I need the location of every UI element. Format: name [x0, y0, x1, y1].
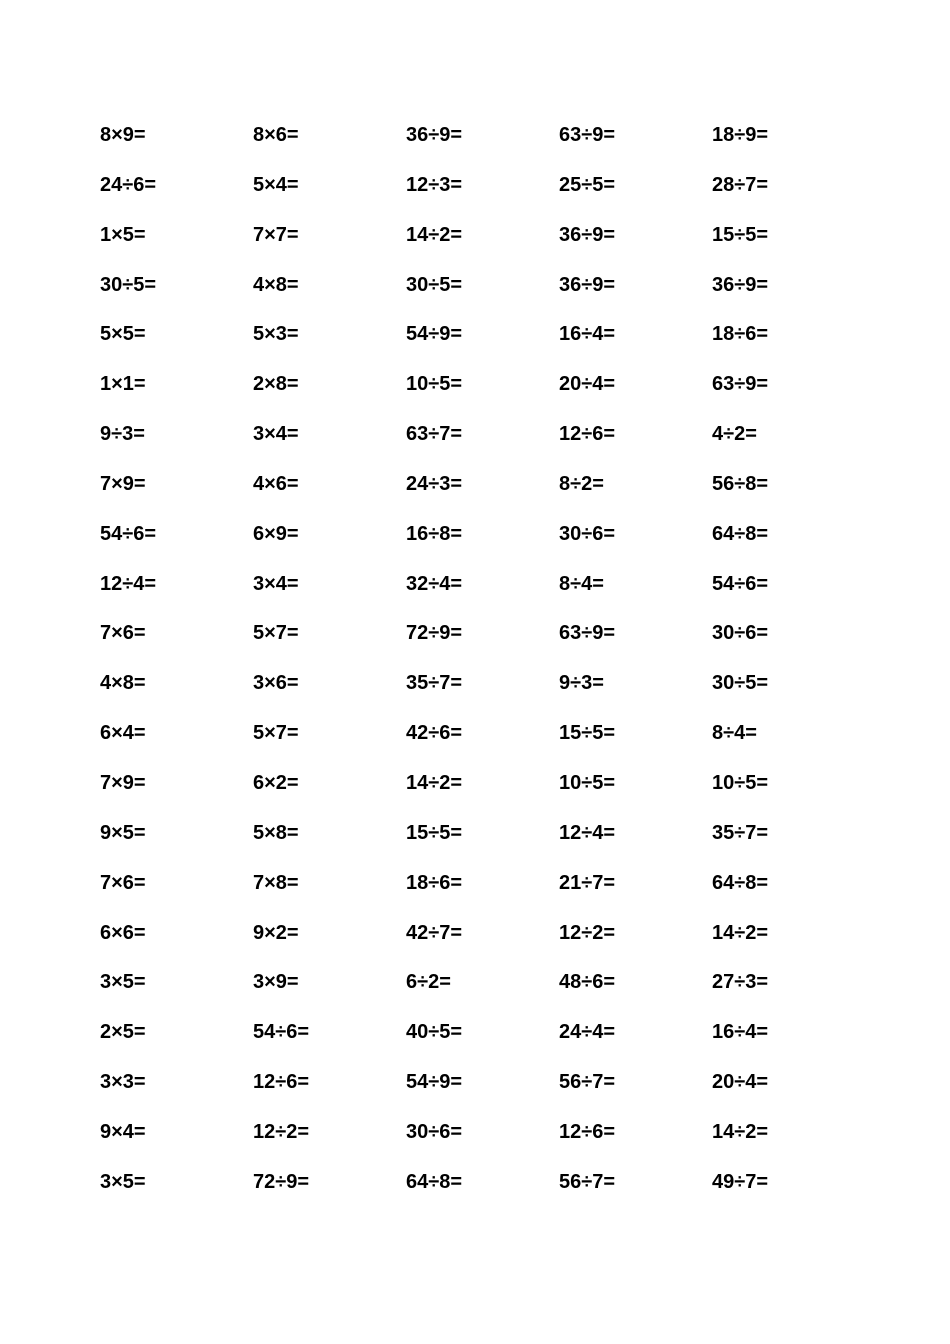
math-problem: 3×4= — [253, 572, 299, 595]
math-problem: 15÷5= — [712, 223, 769, 246]
problem-row — [100, 866, 880, 916]
problem-row — [100, 517, 880, 567]
problem-row — [100, 1115, 880, 1165]
math-problem: 18÷6= — [712, 323, 769, 346]
math-problem: 2×8= — [253, 373, 299, 396]
math-problem: 5×7= — [253, 722, 299, 745]
math-problem: 4÷2= — [712, 423, 757, 446]
math-problem: 9÷3= — [559, 672, 604, 695]
math-problem: 9÷3= — [100, 423, 145, 446]
math-problem: 12÷2= — [253, 1120, 310, 1143]
math-problem: 8×6= — [253, 124, 299, 146]
math-problem: 15÷5= — [406, 821, 463, 844]
math-problem: 10÷5= — [406, 373, 463, 396]
math-problem: 12÷4= — [559, 821, 616, 844]
math-problem: 18÷6= — [406, 871, 463, 894]
math-problem: 36÷9= — [559, 273, 616, 296]
math-problem: 36÷9= — [406, 124, 463, 146]
math-problem: 14÷2= — [712, 921, 769, 944]
math-problem: 35÷7= — [406, 672, 463, 695]
math-problem: 1×1= — [100, 373, 146, 396]
math-problem: 63÷9= — [559, 124, 616, 146]
math-problem: 2×5= — [100, 1021, 146, 1044]
problem-row — [100, 118, 880, 168]
math-problem: 20÷4= — [712, 1071, 769, 1094]
math-problem: 28÷7= — [712, 173, 769, 196]
math-problem: 7×9= — [100, 472, 146, 495]
problem-row — [100, 1015, 880, 1065]
math-problem: 14÷2= — [406, 223, 463, 246]
math-problem: 3×9= — [253, 971, 299, 994]
math-problem: 6÷2= — [406, 971, 451, 994]
math-problem: 15÷5= — [559, 722, 616, 745]
math-problem: 7×9= — [100, 771, 146, 794]
math-problem: 6×9= — [253, 522, 299, 545]
math-problem: 1×5= — [100, 223, 146, 246]
math-problem: 30÷6= — [406, 1120, 463, 1143]
math-problem: 3×3= — [100, 1071, 146, 1094]
math-problem: 5×8= — [253, 821, 299, 844]
worksheet — [100, 118, 880, 1215]
math-problem: 4×8= — [100, 672, 146, 695]
problem-row — [100, 218, 880, 268]
problem-row — [100, 417, 880, 467]
math-problem: 36÷9= — [712, 273, 769, 296]
math-problem: 3×5= — [100, 971, 146, 994]
math-problem: 5×7= — [253, 622, 299, 645]
math-problem: 4×8= — [253, 273, 299, 296]
math-problem: 5×4= — [253, 173, 299, 196]
math-problem: 30÷5= — [406, 273, 463, 296]
problem-row — [100, 716, 880, 766]
math-problem: 35÷7= — [712, 821, 769, 844]
math-problem: 8÷2= — [559, 472, 604, 495]
math-problem: 7×6= — [100, 622, 146, 645]
math-problem: 48÷6= — [559, 971, 616, 994]
math-problem: 24÷3= — [406, 472, 463, 495]
math-problem: 64÷8= — [712, 522, 769, 545]
math-problem: 12÷6= — [253, 1071, 310, 1094]
math-problem: 64÷8= — [712, 871, 769, 894]
math-problem: 3×5= — [100, 1170, 146, 1193]
problem-row — [100, 467, 880, 517]
math-problem: 3×4= — [253, 423, 299, 446]
math-problem: 8÷4= — [559, 572, 604, 595]
math-problem: 63÷9= — [559, 622, 616, 645]
math-problem: 30÷6= — [712, 622, 769, 645]
math-problem: 20÷4= — [559, 373, 616, 396]
problem-row — [100, 1065, 880, 1115]
problem-row — [100, 916, 880, 966]
math-problem: 36÷9= — [559, 223, 616, 246]
math-problem: 27÷3= — [712, 971, 769, 994]
math-problem: 10÷5= — [559, 771, 616, 794]
math-problem: 54÷9= — [406, 323, 463, 346]
math-problem: 54÷6= — [712, 572, 769, 595]
problem-row — [100, 766, 880, 816]
math-problem: 4×6= — [253, 472, 299, 495]
math-problem: 42÷7= — [406, 921, 463, 944]
math-problem: 8÷4= — [712, 722, 757, 745]
math-problem: 24÷4= — [559, 1021, 616, 1044]
math-problem: 63÷9= — [712, 373, 769, 396]
math-problem: 54÷9= — [406, 1071, 463, 1094]
math-problem: 40÷5= — [406, 1021, 463, 1044]
math-problem: 9×4= — [100, 1120, 146, 1143]
problem-row — [100, 567, 880, 617]
math-problem: 42÷6= — [406, 722, 463, 745]
math-problem: 9×2= — [253, 921, 299, 944]
problem-row — [100, 616, 880, 666]
math-problem: 14÷2= — [712, 1120, 769, 1143]
math-problem: 16÷4= — [559, 323, 616, 346]
math-problem: 49÷7= — [712, 1170, 769, 1193]
math-problem: 30÷6= — [559, 522, 616, 545]
math-problem: 8×9= — [100, 124, 146, 146]
math-problem: 12÷6= — [559, 1120, 616, 1143]
math-problem: 10÷5= — [712, 771, 769, 794]
problem-row — [100, 965, 880, 1015]
math-problem: 6×4= — [100, 722, 146, 745]
math-problem: 64÷8= — [406, 1170, 463, 1193]
problem-row — [100, 268, 880, 318]
math-problem: 21÷7= — [559, 871, 616, 894]
math-problem: 12÷4= — [100, 572, 157, 595]
math-problem: 30÷5= — [100, 273, 157, 296]
math-problem: 9×5= — [100, 821, 146, 844]
math-problem: 32÷4= — [406, 572, 463, 595]
math-problem: 5×5= — [100, 323, 146, 346]
math-problem: 25÷5= — [559, 173, 616, 196]
math-problem: 56÷8= — [712, 472, 769, 495]
problem-row — [100, 168, 880, 218]
math-problem: 56÷7= — [559, 1071, 616, 1094]
math-problem: 7×8= — [253, 871, 299, 894]
math-problem: 56÷7= — [559, 1170, 616, 1193]
math-problem: 16÷4= — [712, 1021, 769, 1044]
math-problem: 3×6= — [253, 672, 299, 695]
problem-row — [100, 666, 880, 716]
math-problem: 54÷6= — [100, 522, 157, 545]
math-problem: 7×6= — [100, 871, 146, 894]
problem-row — [100, 1165, 880, 1215]
math-problem: 14÷2= — [406, 771, 463, 794]
math-problem: 24÷6= — [100, 173, 157, 196]
math-problem: 54÷6= — [253, 1021, 310, 1044]
problem-row — [100, 816, 880, 866]
math-problem: 12÷6= — [559, 423, 616, 446]
math-problem: 72÷9= — [253, 1170, 310, 1193]
math-problem: 30÷5= — [712, 672, 769, 695]
math-problem: 12÷2= — [559, 921, 616, 944]
math-problem: 6×6= — [100, 921, 146, 944]
math-problem: 72÷9= — [406, 622, 463, 645]
problem-row — [100, 367, 880, 417]
math-problem: 63÷7= — [406, 423, 463, 446]
math-problem: 6×2= — [253, 771, 299, 794]
problem-row — [100, 317, 880, 367]
math-problem: 5×3= — [253, 323, 299, 346]
math-problem: 7×7= — [253, 223, 299, 246]
math-problem: 16÷8= — [406, 522, 463, 545]
math-problem: 12÷3= — [406, 173, 463, 196]
math-problem: 18÷9= — [712, 124, 769, 146]
